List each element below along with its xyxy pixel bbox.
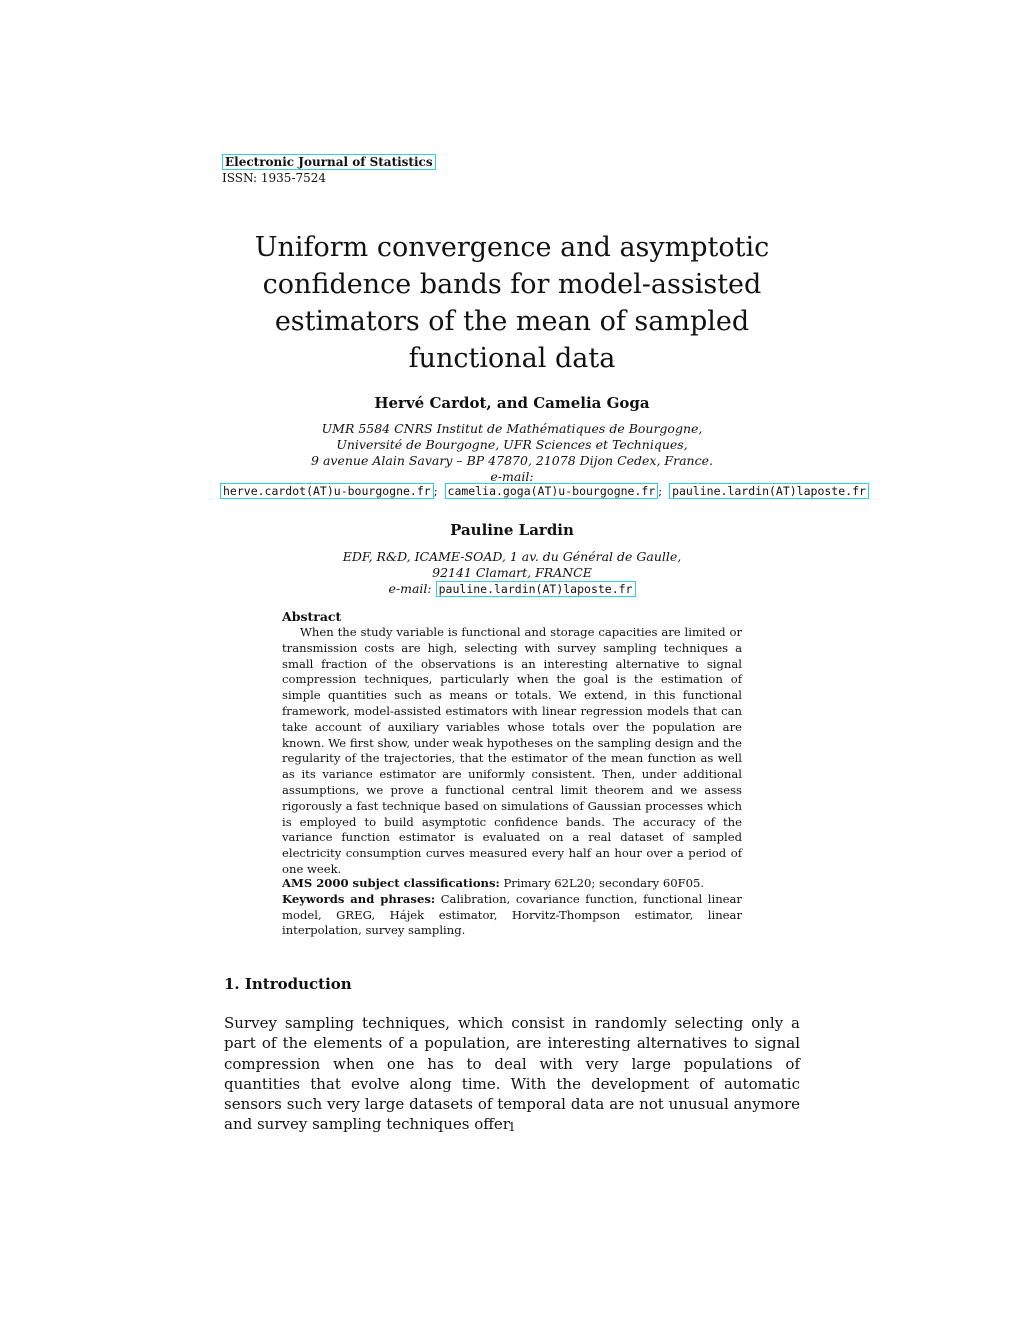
ams-label: AMS 2000 subject classifications: — [282, 876, 500, 890]
affiliation-line: 9 avenue Alain Savary – BP 47870, 21078 Dijon Cedex, France. — [311, 453, 713, 468]
email-separator: ; — [658, 484, 663, 498]
issn: ISSN: 1935-7524 — [222, 171, 327, 185]
abstract-text: When the study variable is functional and storage capacities are limited or transmission costs are high, selecting with survey sampling techniques a small fraction of the observations is an interesting alternative to signal compression techniques, particularly when the goal is the estimation of simple quantities such as means or totals. We extend, in this functional framework, model-assisted estimators with linear regression models that can take account of auxiliary variables whose totals over the population are known. We first show, under weak hypotheses on the sampling design and the regularity of the trajectories, that the estimator of the mean function as well as its variance estimator are uniformly consistent. Then, under additional assumptions, we prove a functional central limit theorem and we assess rigorously a fast technique based on simulations of Gaussian processes which is employed to build asymptotic confidence bands. The accuracy of the variance function estimator is evaluated on a real dataset of sampled electricity consumption curves measured every half an hour over a period of one week. — [282, 625, 742, 876]
authors-group-2: Pauline Lardin — [450, 521, 574, 539]
affiliation-2 — [0, 549, 1024, 597]
email-separator: ; — [433, 484, 438, 498]
authors-group-1: Hervé Cardot, and Camelia Goga — [374, 394, 650, 412]
title-line: estimators of the mean of sampled — [274, 306, 750, 337]
title-line: Uniform convergence and asymptotic — [254, 232, 770, 263]
page-number: 1 — [508, 1120, 516, 1134]
affiliation-line: Université de Bourgogne, UFR Sciences et Techniques, — [336, 437, 688, 452]
affiliation-line: UMR 5584 CNRS Institut de Mathématiques de Bourgogne, — [321, 421, 703, 436]
title-line: confidence bands for model-assisted — [262, 269, 762, 300]
email-label: e-mail: — [490, 469, 534, 484]
affiliation-line: EDF, R&D, ICAME-SOAD, 1 av. du Général de Gaulle, — [342, 549, 682, 564]
email-link-goga[interactable]: camelia.goga(AT)u-bourgogne.fr — [445, 483, 659, 499]
email-list — [220, 484, 869, 498]
journal-link[interactable] — [222, 155, 436, 169]
keywords-text: Calibration, covariance function, functional linear model, GREG, Hájek estimator, Horvitz-Thompson estimator, linear interpolation, survey sampling. — [282, 891, 742, 938]
journal-name[interactable]: Electronic Journal of Statistics — [222, 154, 436, 170]
section-heading: 1. Introduction — [224, 975, 352, 993]
email-link-lardin[interactable]: pauline.lardin(AT)laposte.fr — [669, 483, 869, 499]
email-link-cardot[interactable]: herve.cardot(AT)u-bourgogne.fr — [220, 483, 434, 499]
email-link-lardin-2[interactable]: pauline.lardin(AT)laposte.fr — [436, 581, 636, 597]
email-line — [0, 581, 1024, 597]
keywords-label: Keywords and phrases: — [282, 891, 436, 906]
email-label: e-mail: — [388, 581, 432, 596]
affiliation-line: 92141 Clamart, FRANCE — [432, 565, 592, 580]
ams-text: Primary 62L20; secondary 60F05. — [503, 876, 705, 890]
ams-line — [282, 876, 742, 892]
keywords-line — [282, 892, 742, 939]
title-line: functional data — [408, 343, 616, 374]
paper-title — [0, 229, 1024, 377]
classification-block — [282, 876, 742, 939]
affiliation-1 — [0, 421, 1024, 485]
intro-paragraph: Survey sampling techniques, which consist in randomly selecting only a part of the elements of a population, are interesting alternatives to signal compression when one has to deal with very large populations of quantities that evolve along time. With the development of automatic sensors such very large datasets of temporal data are not unusual anymore and survey sampling techniques offer — [224, 1014, 800, 1134]
abstract-heading: Abstract — [282, 609, 342, 624]
